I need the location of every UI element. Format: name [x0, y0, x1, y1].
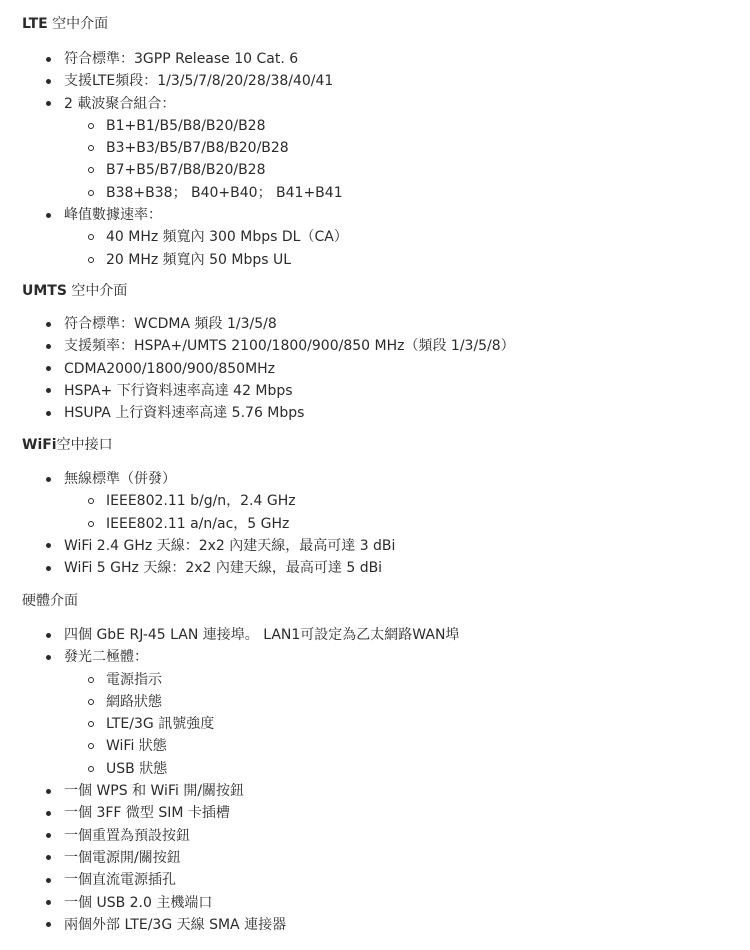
bullet-disc-icon	[46, 855, 51, 860]
umts-title-rest: 空中介面	[66, 283, 128, 299]
list-item	[0, 402, 515, 424]
bullet-circle-icon	[88, 521, 94, 527]
led-heading: 發光二極體：	[64, 649, 148, 666]
list-item	[0, 624, 459, 646]
list-item	[0, 892, 459, 914]
peak-rate: 20 MHz 頻寬內 50 Mbps UL	[106, 251, 292, 268]
list-item	[0, 847, 459, 869]
umts-item: 符合標準：WCDMA 頻段 1/3/5/8	[64, 316, 277, 332]
wifi-standard-heading: 無線標準（併發）	[64, 471, 176, 487]
umts-item: CDMA2000/1800/900/850MHz	[64, 360, 276, 377]
list-item	[64, 182, 348, 204]
list-item	[0, 358, 515, 380]
list-item	[64, 226, 348, 248]
hardware-item: 一個直流電源插孔	[64, 872, 176, 889]
wifi-antenna: WiFi 5 GHz 天線：2x2 內建天線，最高可達 5 dBi	[64, 560, 383, 577]
hardware-item: 一個 3FF 微型 SIM 卡插槽	[64, 805, 230, 822]
led-item: LTE/3G 訊號強度	[106, 716, 215, 733]
list-item	[0, 93, 348, 204]
bullet-circle-icon	[88, 766, 94, 772]
umts-section-title	[22, 281, 127, 301]
bullet-circle-icon	[88, 234, 94, 240]
list-item	[0, 380, 515, 402]
wifi-section-title	[22, 435, 113, 455]
list-item	[64, 490, 395, 512]
lte-standard: 符合標準：3GPP Release 10 Cat. 6	[64, 51, 299, 67]
lte-title-rest: 空中介面	[47, 16, 109, 32]
hardware-spec-list	[0, 624, 459, 936]
bullet-circle-icon	[88, 677, 94, 683]
wifi-spec-list	[0, 468, 395, 579]
led-item: WiFi 狀態	[106, 738, 167, 755]
lte-ca-heading: 2 載波聚合組合：	[64, 95, 176, 112]
bullet-circle-icon	[88, 257, 94, 263]
bullet-circle-icon	[88, 721, 94, 727]
list-item	[64, 713, 459, 735]
bullet-disc-icon	[46, 322, 51, 327]
umts-item: 支援頻率：HSPA+/UMTS 2100/1800/900/850 MHz（頻段 1/3/5/8）	[64, 338, 515, 355]
list-item	[0, 557, 395, 579]
hardware-item: 兩個外部 LTE/3G 天線 SMA 連接器	[64, 916, 287, 933]
list-item	[0, 914, 459, 936]
hardware-section-title: 硬體介面	[22, 593, 78, 609]
list-item	[0, 535, 395, 557]
led-list	[64, 669, 459, 780]
bullet-disc-icon	[46, 477, 51, 482]
ca-combo: B38+B38； B40+B40； B41+B41	[106, 184, 343, 201]
bullet-circle-icon	[88, 123, 94, 129]
list-item	[0, 802, 459, 824]
bullet-disc-icon	[46, 101, 51, 106]
lte-bands: 支援LTE頻段：1/3/5/7/8/20/28/38/40/41	[64, 73, 334, 90]
umts-item: HSPA+ 下行資料速率高達 42 Mbps	[64, 382, 293, 399]
peak-rate: 40 MHz 頻寬內 300 Mbps DL（CA）	[106, 229, 348, 246]
hardware-item: 一個 USB 2.0 主機端口	[64, 894, 213, 911]
bullet-disc-icon	[46, 543, 51, 548]
led-item: 電源指示	[106, 671, 162, 688]
list-item	[0, 48, 348, 70]
bullet-disc-icon	[46, 811, 51, 816]
list-item	[64, 735, 459, 757]
ca-combo: B7+B5/B7/B8/B20/B28	[106, 162, 266, 179]
bullet-disc-icon	[46, 79, 51, 84]
bullet-disc-icon	[46, 655, 51, 660]
bullet-disc-icon	[46, 344, 51, 349]
list-item	[64, 115, 348, 137]
hardware-item: 一個電源開/關按鈕	[64, 849, 181, 866]
bullet-disc-icon	[46, 789, 51, 794]
umts-spec-list	[0, 313, 515, 424]
list-item	[64, 249, 348, 271]
led-item: 網路狀態	[106, 693, 162, 710]
led-item: USB 狀態	[106, 760, 168, 777]
list-item	[0, 646, 459, 780]
wifi-title-rest: 空中接口	[56, 437, 113, 453]
list-item	[0, 335, 515, 357]
bullet-disc-icon	[46, 900, 51, 905]
bullet-disc-icon	[46, 366, 51, 371]
bullet-disc-icon	[46, 566, 51, 571]
bullet-disc-icon	[46, 633, 51, 638]
lte-peak-list	[64, 226, 348, 271]
wifi-title-strong: WiFi	[22, 437, 57, 453]
list-item	[0, 70, 348, 92]
list-item	[0, 468, 395, 535]
list-item	[64, 159, 348, 181]
wifi-standard: IEEE802.11 b/g/n，2.4 GHz	[106, 493, 296, 510]
bullet-disc-icon	[46, 922, 51, 927]
bullet-circle-icon	[88, 699, 94, 705]
bullet-circle-icon	[88, 145, 94, 151]
bullet-disc-icon	[46, 57, 51, 62]
list-item	[64, 669, 459, 691]
wifi-antenna: WiFi 2.4 GHz 天線：2x2 內建天線，最高可達 3 dBi	[64, 537, 396, 554]
list-item	[0, 825, 459, 847]
list-item	[64, 513, 395, 535]
lte-title-strong: LTE	[22, 16, 48, 32]
hardware-item: 一個重置為預設按鈕	[64, 827, 190, 844]
bullet-disc-icon	[46, 833, 51, 838]
lte-section-title	[22, 14, 108, 34]
wifi-standard-list	[64, 490, 395, 535]
list-item	[0, 780, 459, 802]
umts-item: HSUPA 上行資料速率高達 5.76 Mbps	[64, 405, 305, 422]
lte-peak-heading: 峰值數據速率：	[64, 207, 162, 224]
bullet-disc-icon	[46, 411, 51, 416]
ca-combo: B3+B3/B5/B7/B8/B20/B28	[106, 140, 289, 157]
list-item	[0, 204, 348, 271]
bullet-circle-icon	[88, 167, 94, 173]
list-item	[64, 137, 348, 159]
list-item	[0, 869, 459, 891]
hardware-item: 四個 GbE RJ-45 LAN 連接埠。 LAN1可設定為乙太網路WAN埠	[64, 627, 460, 643]
hardware-item: 一個 WPS 和 WiFi 開/關按鈕	[64, 783, 245, 800]
lte-spec-list	[0, 48, 348, 271]
bullet-disc-icon	[46, 388, 51, 393]
bullet-disc-icon	[46, 878, 51, 883]
umts-title-strong: UMTS	[22, 283, 67, 299]
ca-combo: B1+B1/B5/B8/B20/B28	[106, 117, 266, 134]
bullet-circle-icon	[88, 743, 94, 749]
wifi-standard: IEEE802.11 a/n/ac，5 GHz	[106, 515, 290, 532]
bullet-disc-icon	[46, 213, 51, 218]
bullet-circle-icon	[88, 498, 94, 504]
list-item	[0, 313, 515, 335]
list-item	[64, 758, 459, 780]
bullet-circle-icon	[88, 190, 94, 196]
lte-ca-list	[64, 115, 348, 204]
list-item	[64, 691, 459, 713]
